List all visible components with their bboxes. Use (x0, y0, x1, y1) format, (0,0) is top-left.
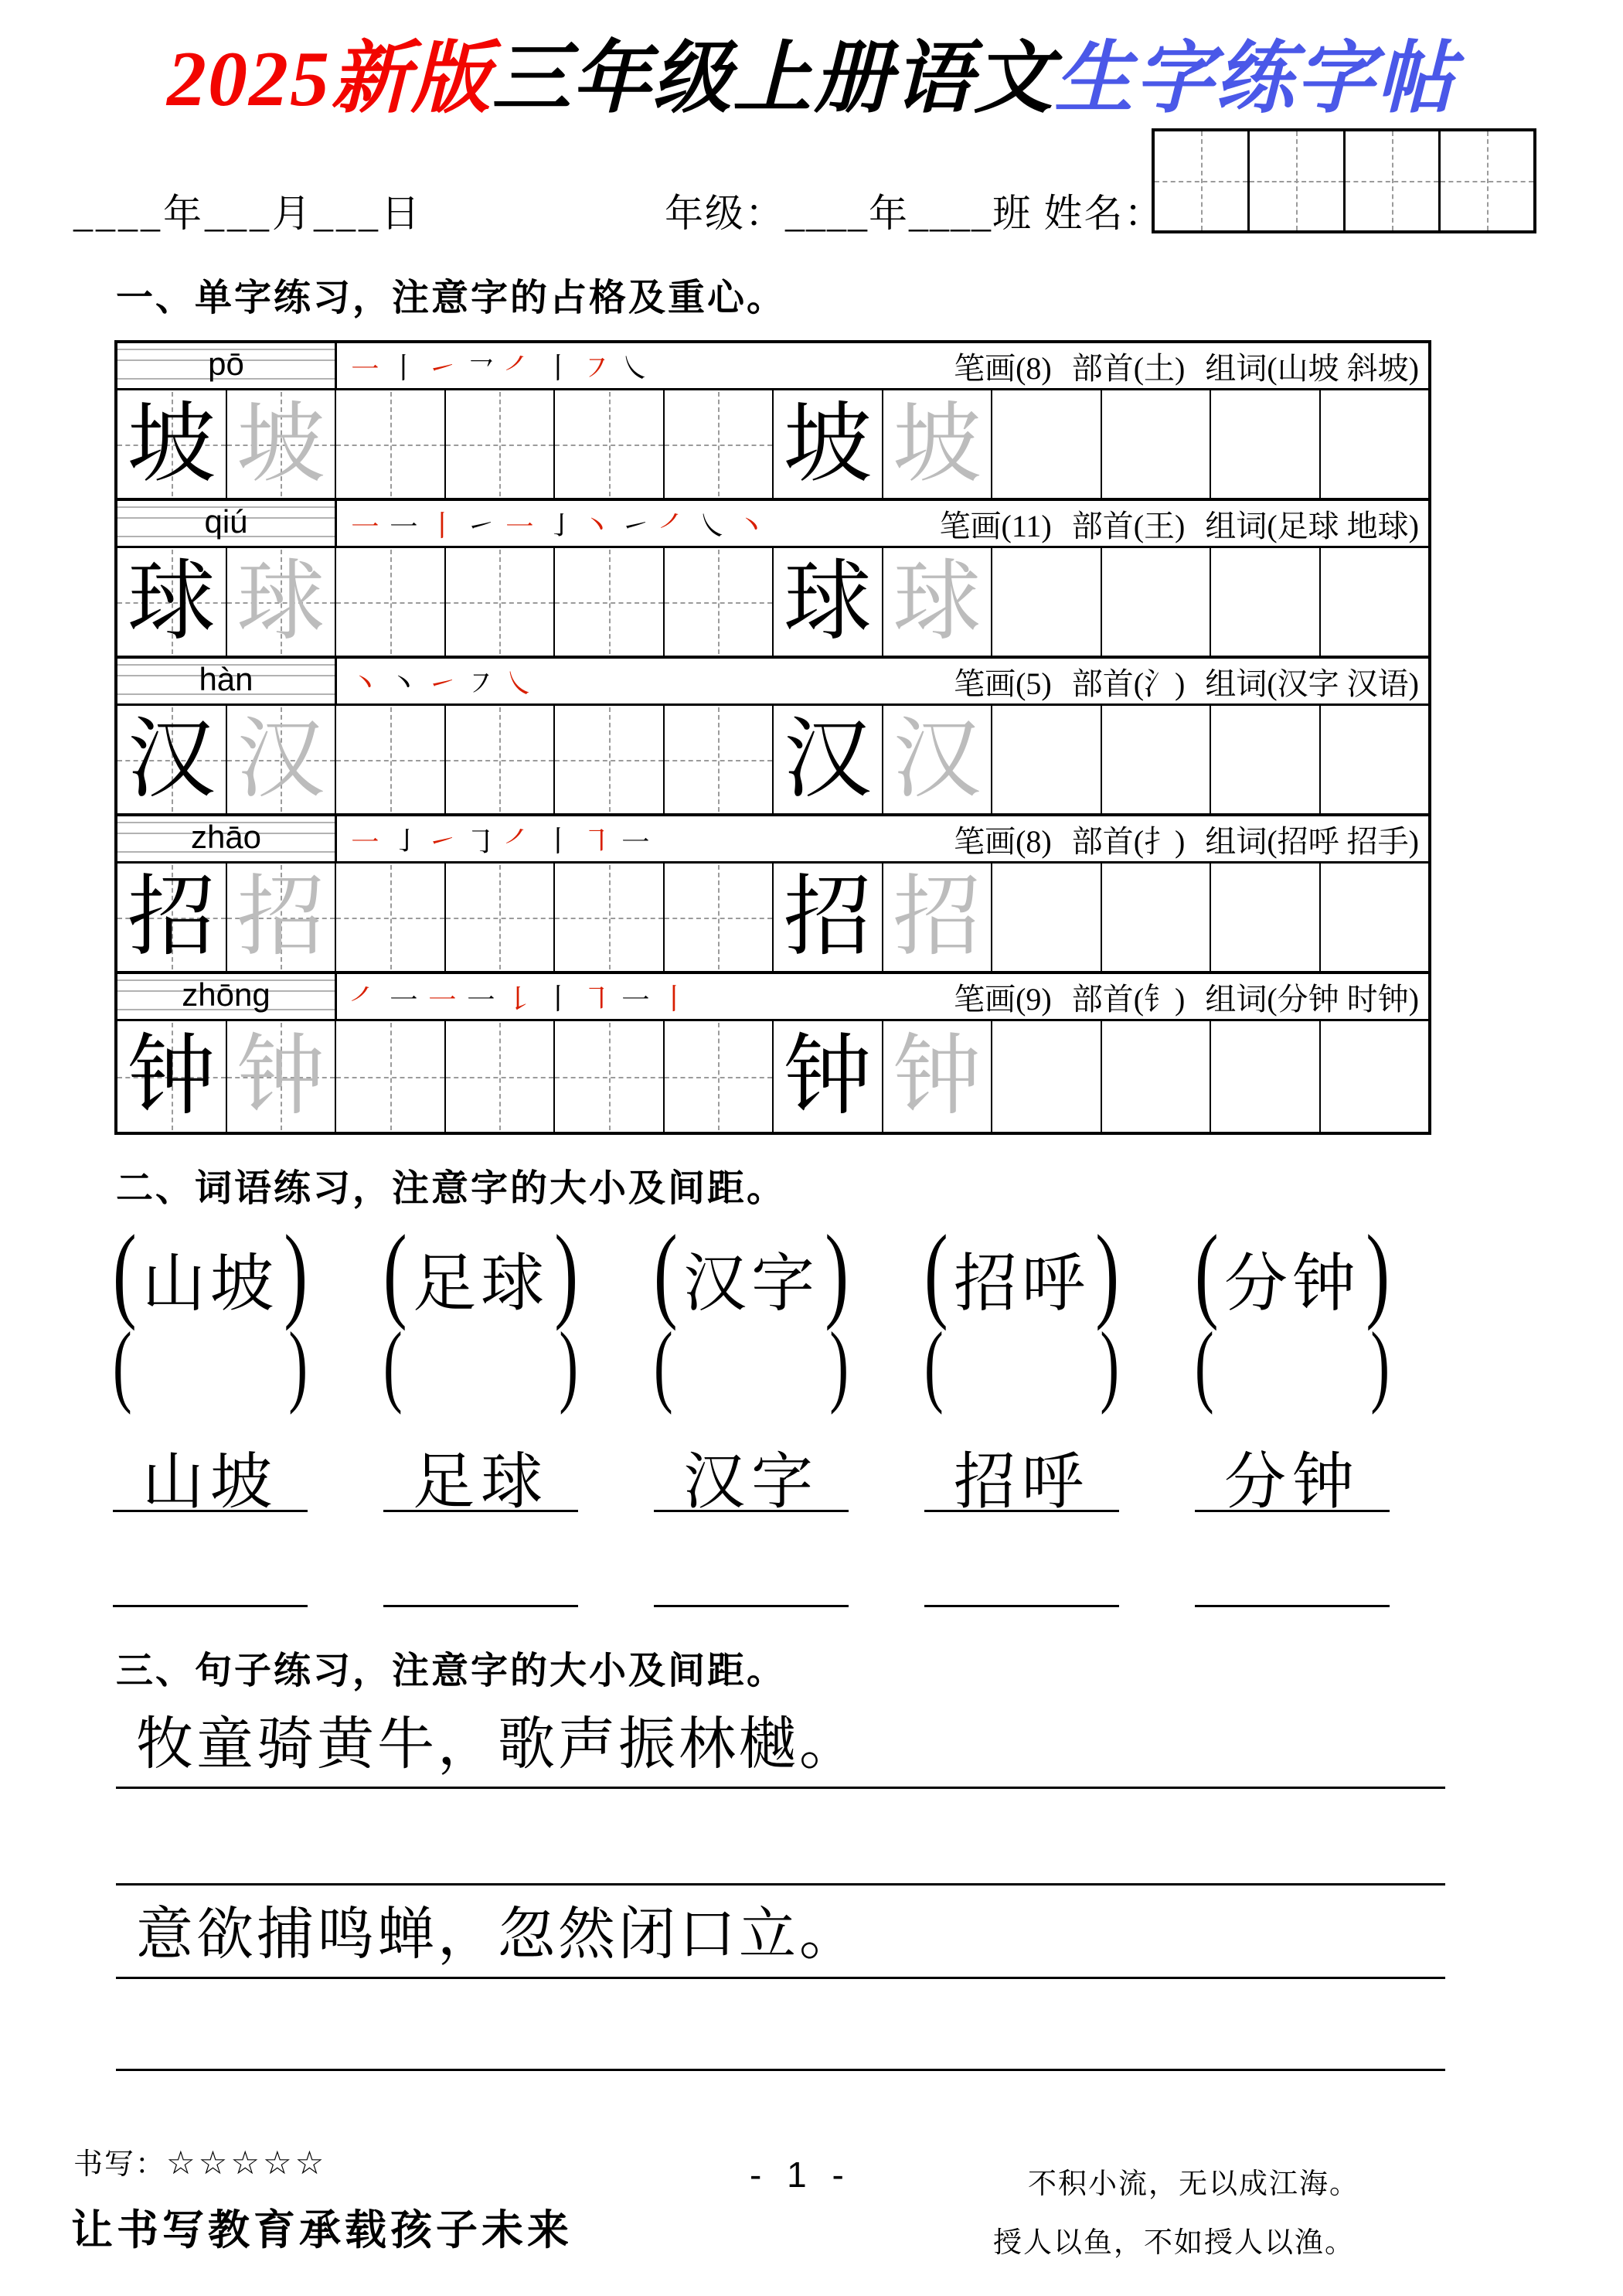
practice-cell (555, 706, 665, 813)
stroke-step: ㇐ (388, 508, 419, 543)
open-paren: ( (1195, 1213, 1219, 1331)
pinyin-cell (117, 343, 337, 388)
stroke-step: ㇒ (349, 981, 380, 1017)
stroke-order-cell (337, 343, 1428, 388)
stroke-step: ㇚ (543, 508, 573, 543)
practice-cell (1211, 548, 1321, 656)
title-copybook: 生字练字帖 (1054, 36, 1456, 123)
practice-cell (555, 548, 665, 656)
word-paren-group (1195, 1213, 1390, 1331)
compound-words: 组词(汉字 汉语) (1205, 666, 1419, 701)
practice-cell (992, 390, 1102, 498)
practice-cell (227, 1021, 337, 1132)
model-character: 钟 (783, 1027, 872, 1126)
stroke-step: ㇀ (427, 350, 458, 386)
open-paren: ( (924, 1213, 948, 1331)
blank-sentence-line (116, 2069, 1445, 2071)
trace-character: 汉 (236, 710, 325, 809)
stroke-step: ㇑ (427, 508, 458, 543)
practice-cell (883, 1021, 993, 1132)
stroke-step: ㇀ (465, 508, 496, 543)
word-text: 山坡 (141, 1248, 278, 1319)
practice-row (117, 390, 1428, 501)
open-paren: ( (113, 1314, 132, 1416)
practice-cell (1102, 1021, 1212, 1132)
practice-cell (1211, 706, 1321, 813)
pinyin-cell (117, 659, 337, 703)
practice-cell (992, 548, 1102, 656)
blank-sentence-line (116, 1883, 1445, 1886)
blank-word-line (1195, 1605, 1390, 1607)
name-grid-cell (1250, 131, 1345, 230)
practice-cell (446, 1021, 556, 1132)
section2-heading: 二、词语练习，注意字的大小及间距。 (116, 1168, 787, 1209)
sentence-line (116, 1903, 1445, 1979)
stroke-step: ㇑ (388, 350, 419, 386)
practice-cell (227, 706, 337, 813)
practice-cell (446, 548, 556, 656)
empty-underline-row (113, 1605, 1390, 1607)
word-text: 分钟 (1223, 1248, 1360, 1319)
stroke-step: ㇒ (504, 823, 535, 859)
sentence-text: 意欲捕鸣蝉，忽然闭口立。 (136, 1903, 859, 1967)
practice-row (117, 864, 1428, 974)
pinyin-text: qiú (204, 503, 248, 540)
empty-paren-group (383, 1314, 578, 1416)
practice-cell (774, 390, 883, 498)
practice-cell (1211, 1021, 1321, 1132)
close-paren: ) (1366, 1213, 1390, 1331)
empty-paren-group (1195, 1314, 1390, 1416)
close-paren: ) (554, 1213, 578, 1331)
practice-cell (992, 864, 1102, 971)
practice-cell (1102, 706, 1212, 813)
empty-paren-group (113, 1314, 308, 1416)
model-character: 钟 (127, 1027, 216, 1126)
stroke-step: ㇙ (504, 981, 535, 1017)
stroke-order-sequence (349, 502, 774, 546)
stroke-step: ㇑ (543, 823, 573, 859)
practice-cell (1102, 864, 1212, 971)
stroke-step: ㇑ (543, 981, 573, 1017)
stroke-step: ㇑ (658, 981, 689, 1017)
model-character: 招 (127, 867, 216, 966)
word-on-line: 足球 (383, 1432, 578, 1512)
stroke-count: 笔画(9) (954, 981, 1052, 1017)
name-grid (1152, 128, 1536, 233)
sentence-line (116, 1713, 1445, 1789)
date-blank-line: ____年___月___日 (73, 192, 423, 235)
char-meta (920, 502, 1419, 546)
word-paren-row (113, 1213, 1390, 1331)
open-paren: ( (383, 1314, 403, 1416)
char-info-row (117, 343, 1428, 390)
practice-row (117, 548, 1428, 659)
close-paren: ) (284, 1213, 308, 1331)
stroke-order-sequence (349, 344, 658, 388)
practice-row (117, 1021, 1428, 1132)
close-paren: ) (559, 1314, 578, 1416)
practice-cell (446, 864, 556, 971)
word-paren-group (924, 1213, 1119, 1331)
model-character: 球 (783, 552, 872, 651)
stroke-step: ㇀ (427, 823, 458, 859)
empty-paren-row (113, 1314, 1390, 1416)
stroke-step: ㇐ (349, 508, 380, 543)
stroke-step: ㇐ (620, 823, 651, 859)
trace-character: 坡 (236, 394, 325, 493)
word-paren-group (113, 1213, 308, 1331)
stroke-step: ㇐ (349, 350, 380, 386)
compound-words: 组词(足球 地球) (1205, 508, 1419, 543)
stroke-step: 丶 (736, 508, 767, 543)
practice-cell (555, 864, 665, 971)
stroke-step: ㇇ (465, 666, 496, 701)
blank-word-line (924, 1605, 1119, 1607)
practice-cell (555, 1021, 665, 1132)
stroke-count: 笔画(8) (954, 823, 1052, 859)
section1-heading: 一、单字练习，注意字的占格及重心。 (116, 278, 787, 319)
pinyin-text: hàn (199, 661, 253, 697)
grade-name-line: 年级：____年____班 姓名： (665, 192, 1165, 235)
stroke-step: ㇐ (465, 981, 496, 1017)
trace-character: 汉 (893, 710, 982, 809)
char-meta (934, 659, 1419, 703)
footer-quote-bottom: 授人以鱼，不如授人以渔。 (993, 2227, 1355, 2259)
stroke-step: ㇐ (504, 508, 535, 543)
page-number: - 1 - (750, 2155, 852, 2195)
practice-cell (1102, 548, 1212, 656)
word-on-line: 汉字 (654, 1432, 849, 1512)
word-paren-group (383, 1213, 578, 1331)
practice-cell (883, 706, 993, 813)
open-paren: ( (924, 1314, 944, 1416)
radical: 部首(土) (1071, 350, 1186, 386)
word-underline-row (113, 1432, 1390, 1517)
trace-character: 球 (893, 552, 982, 651)
practice-cell (446, 390, 556, 498)
trace-character: 钟 (236, 1027, 325, 1126)
word-text: 汉字 (682, 1248, 819, 1319)
empty-paren-group (924, 1314, 1119, 1416)
footer-quote-top: 不积小流，无以成江海。 (1028, 2168, 1359, 2200)
practice-cell (665, 706, 774, 813)
handwriting-rating (73, 2140, 327, 2182)
close-paren: ) (829, 1314, 849, 1416)
practice-cell (227, 390, 337, 498)
radical: 部首(扌) (1071, 823, 1186, 859)
stroke-step: ㇀ (620, 508, 651, 543)
stroke-step: ㇕ (581, 823, 612, 859)
word-on-line: 山坡 (113, 1432, 308, 1512)
open-paren: ( (1195, 1314, 1214, 1416)
trace-character: 招 (236, 867, 325, 966)
practice-cell (555, 390, 665, 498)
sentence-text: 牧童骑黄牛，歌声振林樾。 (136, 1713, 859, 1777)
stroke-step: ㇀ (427, 666, 458, 701)
stroke-step: ㇐ (349, 823, 380, 859)
stroke-step: ㇐ (620, 981, 651, 1017)
stroke-order-sequence (349, 817, 658, 861)
rating-stars-icon: ☆☆☆☆☆ (166, 2146, 328, 2182)
practice-cell (1321, 390, 1429, 498)
pinyin-cell (117, 816, 337, 861)
practice-cell (1321, 706, 1429, 813)
close-paren: ) (288, 1314, 308, 1416)
practice-cell (1321, 1021, 1429, 1132)
practice-cell (1211, 390, 1321, 498)
char-info-row (117, 974, 1428, 1021)
stroke-step: ㇑ (543, 350, 573, 386)
practice-cell (227, 864, 337, 971)
word-text: 足球 (412, 1248, 549, 1319)
empty-paren-group (654, 1314, 849, 1416)
practice-cell (117, 1021, 227, 1132)
practice-cell (117, 706, 227, 813)
practice-cell (665, 548, 774, 656)
model-character: 坡 (127, 394, 216, 493)
stroke-step: 丶 (388, 666, 419, 701)
name-grid-cell (1346, 131, 1441, 230)
pinyin-text: zhāo (190, 819, 262, 855)
close-paren: ) (1370, 1314, 1390, 1416)
compound-words: 组词(分钟 时钟) (1205, 981, 1419, 1017)
practice-cell (336, 548, 446, 656)
char-meta (934, 817, 1419, 861)
practice-cell (336, 390, 446, 498)
practice-cell (774, 1021, 883, 1132)
practice-cell (774, 548, 883, 656)
word-paren-group (654, 1213, 849, 1331)
open-paren: ( (654, 1314, 673, 1416)
pinyin-cell (117, 501, 337, 546)
close-paren: ) (1095, 1213, 1119, 1331)
model-character: 球 (127, 552, 216, 651)
practice-cell (774, 864, 883, 971)
trace-character: 球 (236, 552, 325, 651)
practice-cell (336, 864, 446, 971)
open-paren: ( (383, 1213, 407, 1331)
blank-word-line (383, 1605, 578, 1607)
compound-words: 组词(招呼 招手) (1205, 823, 1419, 859)
stroke-step: 丶 (581, 508, 612, 543)
stroke-count: 笔画(11) (939, 508, 1052, 543)
blank-word-line (654, 1605, 849, 1607)
practice-cell (883, 390, 993, 498)
stroke-step: ㇆ (465, 823, 496, 859)
stroke-step: ㇇ (581, 350, 612, 386)
stroke-order-sequence (349, 659, 543, 703)
stroke-order-sequence (349, 975, 697, 1019)
footer-slogan: 让书写教育承载孩子未来 (71, 2207, 573, 2253)
trace-character: 钟 (893, 1027, 982, 1126)
title-edition: 2025新版 (167, 36, 492, 123)
stroke-step: ㇐ (388, 981, 419, 1017)
stroke-order-cell (337, 501, 1428, 546)
blank-word-line (113, 1605, 308, 1607)
compound-words: 组词(山坡 斜坡) (1205, 350, 1419, 386)
char-info-row (117, 816, 1428, 864)
stroke-count: 笔画(8) (954, 350, 1052, 386)
practice-cell (117, 548, 227, 656)
stroke-step: ㇖ (465, 350, 496, 386)
word-text: 招呼 (953, 1248, 1090, 1319)
section3-heading: 三、句子练习，注意字的大小及间距。 (116, 1650, 787, 1691)
pinyin-text: zhōng (182, 976, 270, 1013)
page-title (0, 15, 1623, 128)
open-paren: ( (654, 1213, 678, 1331)
practice-cell (665, 864, 774, 971)
close-paren: ) (825, 1213, 849, 1331)
word-on-line: 招呼 (924, 1432, 1119, 1512)
practice-cell (336, 706, 446, 813)
stroke-step: 丶 (349, 666, 380, 701)
stroke-step: ㇏ (697, 508, 728, 543)
practice-row (117, 706, 1428, 816)
stroke-step: ㇒ (504, 350, 535, 386)
stroke-step: ㇕ (581, 981, 612, 1017)
char-practice-table (114, 340, 1431, 1135)
stroke-step: ㇐ (427, 981, 458, 1017)
char-info-row (117, 659, 1428, 706)
practice-cell (336, 1021, 446, 1132)
model-character: 招 (783, 867, 872, 966)
practice-cell (1102, 390, 1212, 498)
stroke-count: 笔画(5) (954, 666, 1052, 701)
rating-label: 书写： (73, 2148, 167, 2181)
char-info-row (117, 501, 1428, 548)
model-character: 坡 (783, 394, 872, 493)
radical: 部首(王) (1071, 508, 1186, 543)
pinyin-cell (117, 974, 337, 1019)
radical: 部首(钅) (1071, 981, 1186, 1017)
practice-cell (446, 706, 556, 813)
open-paren: ( (113, 1213, 137, 1331)
stroke-step: ㇏ (620, 350, 651, 386)
practice-cell (665, 1021, 774, 1132)
trace-character: 坡 (893, 394, 982, 493)
practice-cell (117, 864, 227, 971)
char-meta (934, 344, 1419, 388)
word-on-line: 分钟 (1195, 1432, 1390, 1512)
practice-cell (992, 1021, 1102, 1132)
practice-cell (1211, 864, 1321, 971)
model-character: 汉 (127, 710, 216, 809)
close-paren: ) (1100, 1314, 1119, 1416)
practice-cell (883, 864, 993, 971)
practice-cell (1321, 548, 1429, 656)
practice-cell (117, 390, 227, 498)
stroke-order-cell (337, 974, 1428, 1019)
practice-cell (665, 390, 774, 498)
practice-cell (227, 548, 337, 656)
practice-cell (1321, 864, 1429, 971)
name-grid-cell (1155, 131, 1250, 230)
trace-character: 招 (893, 867, 982, 966)
pinyin-text: pō (208, 346, 244, 382)
stroke-order-cell (337, 816, 1428, 861)
char-meta (934, 975, 1419, 1019)
stroke-step: ㇏ (504, 666, 535, 701)
model-character: 汉 (783, 710, 872, 809)
practice-cell (992, 706, 1102, 813)
practice-cell (774, 706, 883, 813)
stroke-step: ㇚ (388, 823, 419, 859)
practice-cell (883, 548, 993, 656)
name-grid-cell (1441, 131, 1533, 230)
radical: 部首(氵) (1071, 666, 1186, 701)
title-grade-subject: 三年级上册语文 (492, 36, 1054, 123)
stroke-step: ㇒ (658, 508, 689, 543)
stroke-order-cell (337, 659, 1428, 703)
